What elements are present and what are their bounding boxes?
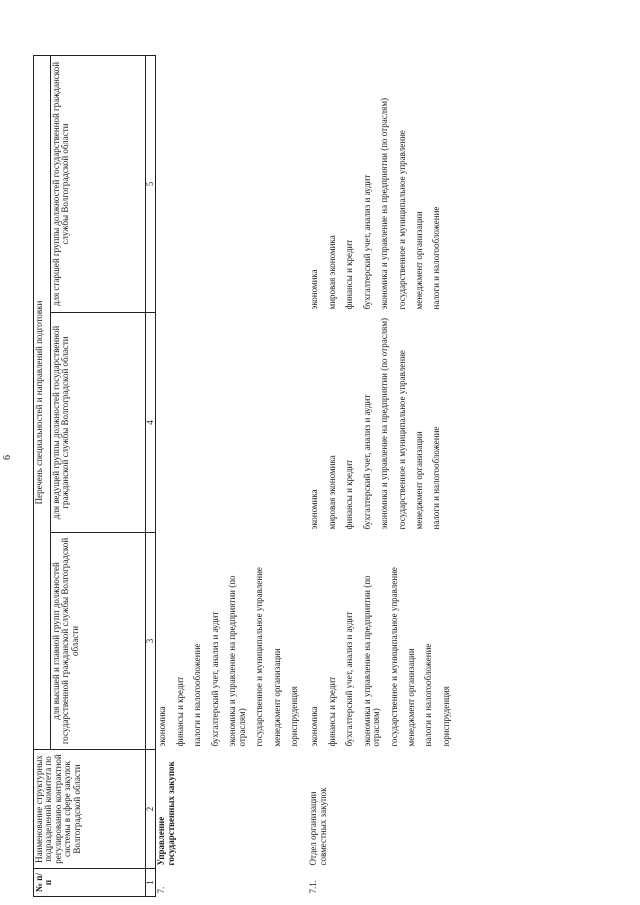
header-name: Наименование структурных подразделений комитета по регулированию контрактной системы в сфере закупок Волгоградской области: [34, 750, 146, 869]
specialty-item: финансы и кредит: [344, 239, 355, 310]
specialty-item: государственное и муниципальное управление: [254, 567, 265, 747]
list-col3: [156, 533, 308, 750]
specialty-item: государственное и муниципальное управление: [388, 567, 399, 747]
header-col3: для высшей и главной групп должностей государственной гражданской службы Волгоградской области: [51, 533, 146, 750]
list-col4: [156, 313, 308, 533]
specialty-item: менеджмент организации: [406, 648, 416, 747]
specialty-item: финансы и кредит: [326, 676, 337, 747]
specialty-item: мировая экономика: [326, 235, 337, 310]
list-col3: [308, 533, 460, 750]
table-row: [156, 56, 308, 897]
specialty-item: экономика: [309, 706, 320, 747]
specialty-item: экономика и управление на предприятии (по отраслям): [227, 575, 247, 747]
col-number: 2: [146, 750, 156, 869]
col-number: 5: [146, 56, 156, 313]
specialty-item: мировая экономика: [326, 455, 337, 530]
specialty-item: менеджмент организации: [414, 211, 424, 310]
specialty-item: бухгалтерский учет, анализ и аудит: [361, 394, 372, 530]
specialty-item: налоги и налогообложение: [431, 206, 442, 310]
specialty-item: экономика и управление на предприятии (по отраслям): [361, 575, 382, 747]
row-name: Отдел организации совместных закупок: [308, 787, 328, 866]
specialty-item: юриспруденция: [288, 686, 299, 747]
col-number: 4: [146, 313, 156, 533]
specialty-item: налоги и налогообложение: [431, 426, 442, 530]
specialty-item: экономика: [309, 489, 320, 530]
specialties-table: [33, 55, 460, 897]
specialty-item: юриспруденция: [440, 686, 451, 747]
row-name: Управление государственных закупок: [156, 761, 176, 866]
col-number: 1: [146, 869, 156, 897]
header-col4: для ведущей группы должностей государственной гражданской службы Волгоградской области: [51, 313, 146, 533]
row-number: 7.1.: [308, 880, 319, 894]
specialty-item: бухгалтерский учет, анализ и аудит: [344, 611, 355, 747]
specialty-item: налоги и налогообложение: [423, 643, 434, 747]
specialty-item: менеджмент организации: [414, 431, 424, 530]
specialty-item: экономика и управление на предприятии (по отраслям): [379, 97, 390, 310]
header-row: [34, 56, 51, 897]
specialty-item: финансы и кредит: [174, 676, 185, 747]
page-number: 6: [2, 455, 13, 460]
list-col4: [308, 313, 460, 533]
specialty-item: экономика: [309, 269, 320, 310]
list-col5: [156, 56, 308, 313]
specialty-item: государственное и муниципальное управление: [396, 350, 407, 530]
specialty-item: экономика и управление на предприятии (по отраслям): [379, 317, 390, 530]
specialty-item: бухгалтерский учет, анализ и аудит: [361, 174, 372, 310]
numbering-row: [146, 56, 156, 897]
table-row: [308, 56, 460, 897]
specialty-item: бухгалтерский учет, анализ и аудит: [209, 611, 220, 747]
header-col5: для старшей группы должностей государственной гражданской службы Волгоградской области: [51, 56, 146, 313]
header-group: Перечень специальностей и направлений подготовки: [34, 56, 51, 750]
specialty-item: государственное и муниципальное управление: [396, 130, 407, 310]
header-num: № п/п: [34, 869, 146, 897]
col-number: 3: [146, 533, 156, 750]
list-col5: [308, 56, 460, 313]
row-number: 7.: [156, 886, 167, 894]
specialty-item: менеджмент организации: [271, 648, 282, 747]
specialty-item: экономика: [157, 706, 168, 747]
specialty-item: налоги и налогообложение: [192, 643, 203, 747]
specialty-item: финансы и кредит: [344, 459, 355, 530]
